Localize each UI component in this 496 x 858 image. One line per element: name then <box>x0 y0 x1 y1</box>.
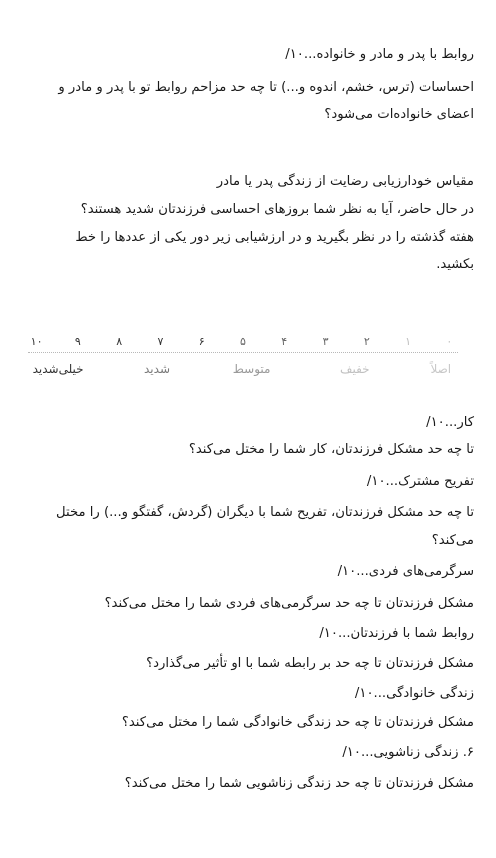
scale-number-2: ۲ <box>363 335 370 348</box>
item-title-shared-leisure: تفریح مشترک...۱۰/ <box>366 474 474 489</box>
scale-heading: مقیاس خودارزیابی رضایت از زندگی پدر یا مادر <box>216 174 474 189</box>
scale-number-6: ۶ <box>198 335 205 348</box>
scale-number-4: ۴ <box>281 335 288 348</box>
scale-number-1: ۱ <box>405 335 412 348</box>
item-title-family-life: زندگی خانوادگی...۱۰/ <box>354 686 474 701</box>
item-question-relationship-with-child: مشکل فرزندتان تا چه حد بر رابطه شما با او تأثیر می‌گذارد؟ <box>146 656 474 671</box>
scale-axis <box>28 352 458 353</box>
item-title-work: کار...۱۰/ <box>426 415 474 430</box>
item-question-family-life: مشکل فرزندتان تا چه حد زندگی خانوادگی شما را مختل می‌کند؟ <box>121 715 474 730</box>
item-title-relationship-with-child: روابط شما با فرزندتان...۱۰/ <box>319 626 474 641</box>
item-question-work: تا چه حد مشکل فرزندتان، کار شما را مختل می‌کند؟ <box>188 442 474 457</box>
intro-line-1: در حال حاضر، آیا به نظر شما بروزهای احساسی فرزندتان شدید هستند؟ <box>80 202 474 217</box>
scale-number-8: ۸ <box>116 335 123 348</box>
scale-number-10: ۱۰ <box>30 335 43 348</box>
scale-anchor-severe: شدید <box>144 362 170 376</box>
question-family-relations-line-2: اعضای خانواده‌ات می‌شود؟ <box>324 107 474 122</box>
scale-number-0: ۰ <box>446 335 453 348</box>
item-question-personal-hobbies: مشکل فرزندتان تا چه حد سرگرمی‌های فردی شما را مختل می‌کند؟ <box>104 596 474 611</box>
scale-number-3: ۳ <box>322 335 329 348</box>
section-title-family-relations: روابط با پدر و مادر و خانواده...۱۰/ <box>285 47 474 62</box>
item-title-marital-life: ۶. زندگی زناشویی...۱۰/ <box>342 745 474 760</box>
scale-anchor-moderate: متوسط <box>232 362 271 376</box>
item-question-shared-leisure-line-2: می‌کند؟ <box>431 533 474 548</box>
scale-number-9: ۹ <box>74 335 81 348</box>
scale-anchor-very-severe: خیلی‌شدید <box>32 362 84 376</box>
scale-number-5: ۵ <box>240 335 246 348</box>
item-title-personal-hobbies: سرگرمی‌های فردی...۱۰/ <box>337 564 474 579</box>
question-family-relations-line-1: احساسات (ترس، خشم، اندوه و...) تا چه حد مزاحم روابط تو با پدر و مادر و <box>58 80 474 95</box>
rating-scale <box>28 335 458 385</box>
item-question-shared-leisure-line-1: تا چه حد مشکل فرزندتان، تفریح شما با دیگران (گردش، گفتگو و...) را مختل <box>56 505 474 520</box>
scale-number-7: ۷ <box>157 335 164 348</box>
intro-line-2: هفته گذشته را در نظر بگیرید و در ارزشیابی زیر دور یکی از عددها را خط <box>75 230 474 245</box>
intro-line-3: بکشید. <box>436 257 474 272</box>
item-question-marital-life: مشکل فرزندتان تا چه حد زندگی زناشویی شما را مختل می‌کند؟ <box>124 776 474 791</box>
scale-anchor-mild: خفیف <box>340 362 370 376</box>
scale-anchor-not-at-all: اصلاً <box>430 362 452 376</box>
